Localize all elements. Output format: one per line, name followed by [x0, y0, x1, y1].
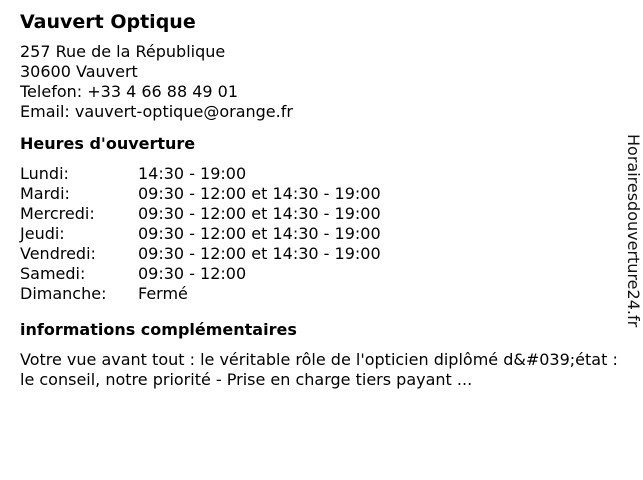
- phone-number: Telefon: +33 4 66 88 49 01: [20, 82, 239, 101]
- day-hours: 09:30 - 12:00 et 14:30 - 19:00: [138, 184, 381, 203]
- hours-row-sunday: [20, 284, 620, 304]
- hours-row-thursday: [20, 224, 620, 244]
- opening-hours-table: [20, 164, 620, 304]
- day-hours: 09:30 - 12:00 et 14:30 - 19:00: [138, 204, 381, 223]
- day-hours: 09:30 - 12:00 et 14:30 - 19:00: [138, 244, 381, 263]
- day-label: Lundi:: [20, 164, 69, 183]
- hours-row-friday: [20, 244, 620, 264]
- hours-row-wednesday: [20, 204, 620, 224]
- site-watermark: Horairesdouverture24.fr: [624, 134, 643, 328]
- day-label: Mardi:: [20, 184, 70, 203]
- hours-row-monday: [20, 164, 620, 184]
- day-hours: 09:30 - 12:00: [138, 264, 247, 283]
- day-hours: Fermé: [138, 284, 188, 303]
- address-city: 30600 Vauvert: [20, 62, 138, 81]
- day-label: Vendredi:: [20, 244, 96, 263]
- email-address: Email: vauvert-optique@orange.fr: [20, 102, 293, 121]
- day-hours: 14:30 - 19:00: [138, 164, 247, 183]
- day-label: Jeudi:: [20, 224, 65, 243]
- day-label: Mercredi:: [20, 204, 95, 223]
- day-label: Samedi:: [20, 264, 86, 283]
- store-info-card: [20, 10, 620, 390]
- store-name: Vauvert Optique: [20, 11, 196, 33]
- additional-info-text: Votre vue avant tout : le véritable rôle de l'opticien diplômé d&#039;état : le conseil, notre priorité - Prise en charge tiers payant ...: [20, 350, 618, 389]
- day-hours: 09:30 - 12:00 et 14:30 - 19:00: [138, 224, 381, 243]
- hours-row-tuesday: [20, 184, 620, 204]
- day-label: Dimanche:: [20, 284, 107, 303]
- hours-row-saturday: [20, 264, 620, 284]
- opening-hours-heading: Heures d'ouverture: [20, 134, 196, 153]
- address-street: 257 Rue de la République: [20, 42, 226, 61]
- additional-info-heading: informations complémentaires: [20, 320, 297, 339]
